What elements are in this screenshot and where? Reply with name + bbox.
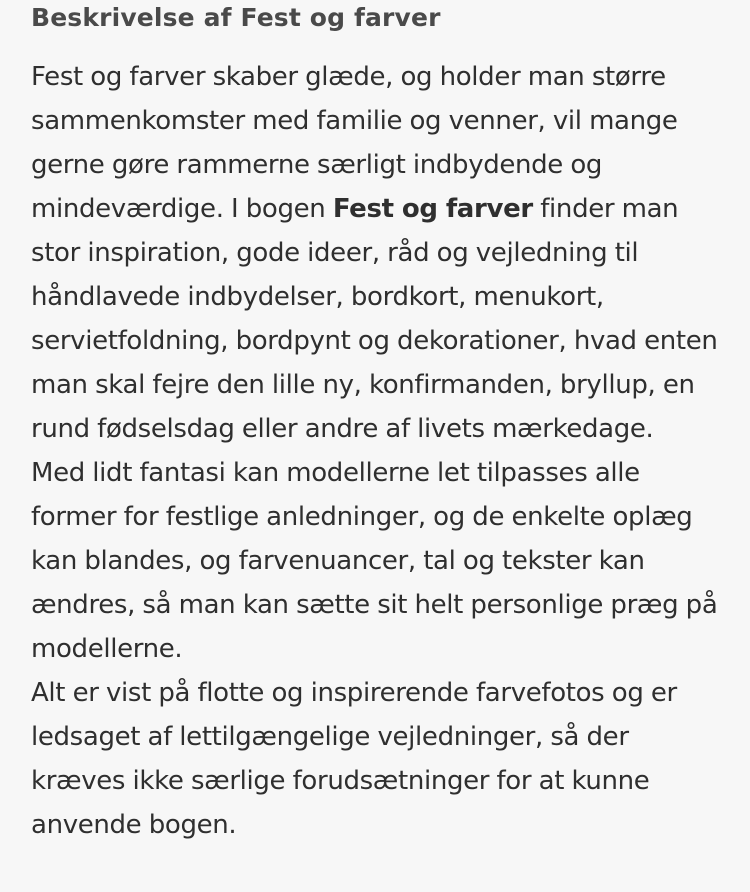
book-title-emphasis: Fest og farver bbox=[332, 194, 533, 224]
description-paragraph-2: Med lidt fantasi kan modellerne let tilpasses alle former for festlige anledninger, og de enkelte oplæg kan blandes, og farvenuancer, tal og tekster kan ændres, så man kan sætte sit helt personlige præg på modellerne. bbox=[31, 458, 718, 664]
description-body bbox=[31, 55, 720, 847]
paragraph-1-text-end: finder man stor inspiration, gode ideer, råd og vejledning til håndlavede indbydelser, bordkort, menukort, servietfoldning, bordpynt og dekorationer, hvad enten man skal fejre den lille ny, konfirmanden, bryllup, en rund fødselsdag eller andre af livets mærkedage. bbox=[31, 194, 718, 444]
section-heading: Beskrivelse af Fest og farver bbox=[31, 3, 441, 32]
paragraph-1-text-start: Fest og farver skaber glæde, og holder man større sammenkomster med familie og venner, vil mange gerne gøre rammerne særligt indbydende og mindeværdige. I bogen bbox=[31, 62, 678, 224]
description-paragraph-3: Alt er vist på flotte og inspirerende farvefotos og er ledsaget af lettilgængelige vejledninger, så der kræves ikke særlige forudsætninger for at kunne anvende bogen. bbox=[31, 678, 677, 840]
description-paragraph-1 bbox=[31, 55, 720, 451]
